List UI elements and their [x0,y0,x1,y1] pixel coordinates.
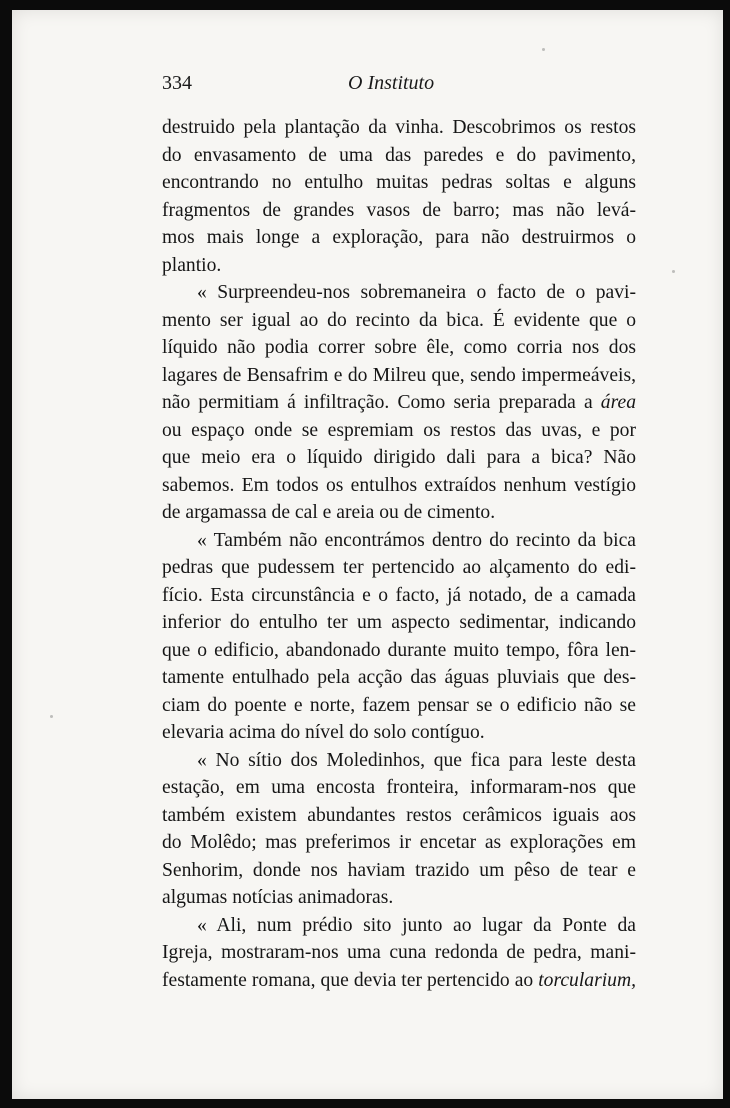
text-line: Igreja, mostraram-nos uma cuna redonda de pedra, mani- [162,942,636,963]
text-line: plantio. [162,254,222,276]
text-line: inferior do entulho ter um aspecto sedimentar, indicando [162,612,636,633]
running-title: O Instituto [348,72,435,94]
text-line: encontrando no entulho muitas pedras soltas e alguns [162,172,636,193]
text-line: mento ser igual ao do recinto da bica. É evidente que o [162,309,636,331]
page-header [162,72,642,102]
text-line: « No sítio dos Moledinhos, que fica para leste desta [197,749,636,771]
text-line: estação, em uma encosta fronteira, informaram-nos que [162,777,636,798]
text-line: « Surpreendeu-nos sobremaneira o facto de o pavi- [197,282,636,303]
text-line: algumas notícias animadoras. [162,887,394,908]
italic-term: torcularium, [538,969,636,991]
text-line: tamente entulhado pela acção das águas pluviais que des- [162,667,636,688]
text-line-with-italic [162,389,636,417]
paragraph-5 [162,912,636,995]
text-line: fício. Esta circunstância e o facto, já notado, de a camada [162,584,636,606]
text-line: lagares de Bensafrim e do Milreu que, sendo impermeáveis, [162,364,636,386]
paragraph-2 [162,279,636,527]
paragraph-4 [162,747,636,912]
text-line: elevaria acima do nível do solo contíguo. [162,722,485,743]
text-line: ciam do poente e norte, fazem pensar se o edificio não se [162,694,636,716]
text-line: do Molêdo; mas preferimos ir encetar as explorações em [162,832,636,853]
scan-speck [672,270,675,273]
text-line: do envasamento de uma das paredes e do pavimento, [162,144,636,166]
page-number: 334 [162,72,192,94]
text-line: destruido pela plantação da vinha. Descobrimos os restos [162,117,636,138]
scan-speck [50,715,53,718]
text-line: « Também não encontrámos dentro do recinto da bica [197,529,636,551]
text-line: fragmentos de grandes vasos de barro; mas não levá- [162,199,636,221]
text-line: pedras que pudessem ter pertencido ao alçamento do edi- [162,557,636,578]
book-page [12,10,723,1099]
text-line-with-italic [162,967,636,995]
text-segment: não permitiam á infiltração. Como seria preparada a [162,392,601,413]
body-text [162,114,636,994]
italic-term: área [600,392,636,413]
scan-speck [542,48,545,51]
text-line: « Ali, num prédio sito junto ao lugar da Ponte da [197,914,636,936]
text-line: também existem abundantes restos cerâmicos iguais aos [162,804,636,826]
text-line: mos mais longe a exploração, para não destruirmos o [162,227,636,248]
paragraph-3 [162,527,636,747]
text-line: que o edificio, abandonado durante muito tempo, fôra len- [162,639,636,661]
text-segment: festamente romana, que devia ter pertencido ao [162,969,539,991]
text-line: sabemos. Em todos os entulhos extraídos nenhum vestígio [162,474,636,496]
text-line: ou espaço onde se espremiam os restos das uvas, e por [162,419,636,441]
text-line: Senhorim, donde nos haviam trazido um pêso de tear e [162,859,636,881]
text-line: que meio era o líquido dirigido dali para a bica? Não [162,447,636,468]
text-line: de argamassa de cal e areia ou de cimento. [162,502,496,523]
paragraph-1 [162,114,636,279]
text-line: líquido não podia correr sobre êle, como corria nos dos [162,337,636,358]
